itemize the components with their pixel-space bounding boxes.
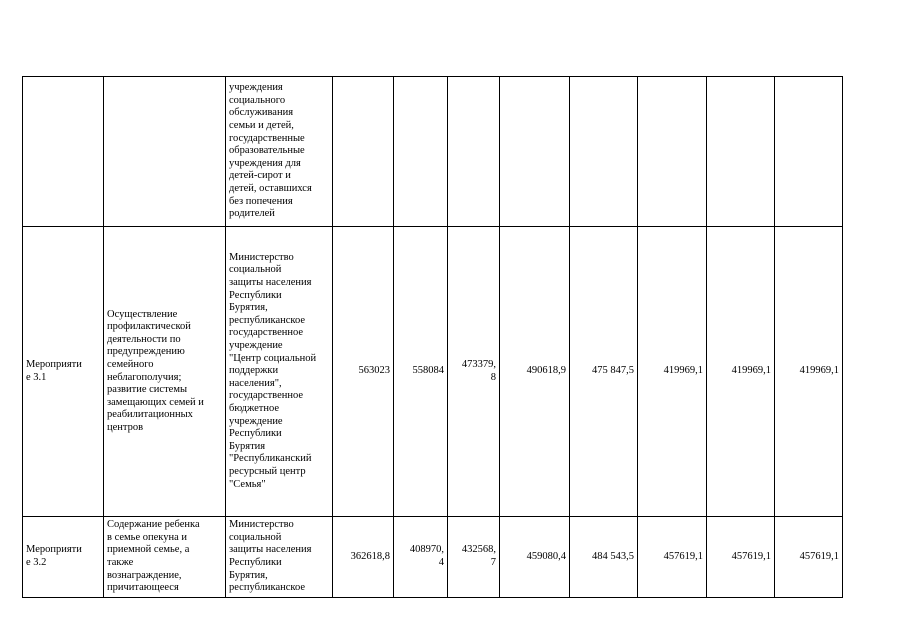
description-cell: Содержание ребенка в семье опекуна и приемной семье, а также вознаграждение, причитающееся <box>104 517 226 598</box>
value-cell: 419969,1 <box>775 227 843 517</box>
event-cell <box>23 77 104 227</box>
value-cell: 558084 <box>394 227 448 517</box>
value-cell: 473379, 8 <box>448 227 500 517</box>
value-cell: 490618,9 <box>500 227 570 517</box>
executor-cell: Министерство социальной защиты населения Республики Бурятия, республиканское государственное учреждение "Центр социальной поддержки населения", государственное бюджетное учреждение Республики Бурятия "Республиканский ресурсный центр "Семья" <box>226 227 333 517</box>
value-cell: 457619,1 <box>638 517 707 598</box>
value-cell: 432568, 7 <box>448 517 500 598</box>
value-cell <box>394 77 448 227</box>
value-cell: 408970, 4 <box>394 517 448 598</box>
value-cell <box>500 77 570 227</box>
table-row <box>23 517 843 598</box>
value-cell: 457619,1 <box>707 517 775 598</box>
value-cell <box>570 77 638 227</box>
table-row <box>23 227 843 517</box>
executor-cell: Министерство социальной защиты населения Республики Бурятия, республиканское <box>226 517 333 598</box>
value-cell: 419969,1 <box>638 227 707 517</box>
value-cell: 459080,4 <box>500 517 570 598</box>
event-cell: Мероприяти е 3.2 <box>23 517 104 598</box>
value-cell: 563023 <box>333 227 394 517</box>
program-activities-table <box>22 76 843 598</box>
value-cell <box>333 77 394 227</box>
value-cell: 457619,1 <box>775 517 843 598</box>
value-cell: 475 847,5 <box>570 227 638 517</box>
value-cell <box>448 77 500 227</box>
value-cell: 419969,1 <box>707 227 775 517</box>
value-cell <box>707 77 775 227</box>
description-cell <box>104 77 226 227</box>
value-cell: 484 543,5 <box>570 517 638 598</box>
table-row <box>23 77 843 227</box>
value-cell <box>775 77 843 227</box>
event-cell: Мероприяти е 3.1 <box>23 227 104 517</box>
executor-cell: учреждения социального обслуживания семьи и детей, государственные образовательные учреждения для детей-сирот и детей, оставшихся без попечения родителей <box>226 77 333 227</box>
value-cell: 362618,8 <box>333 517 394 598</box>
value-cell <box>638 77 707 227</box>
description-cell: Осуществление профилактической деятельности по предупреждению семейного неблагополучия; развитие системы замещающих семей и реабилитационных центров <box>104 227 226 517</box>
